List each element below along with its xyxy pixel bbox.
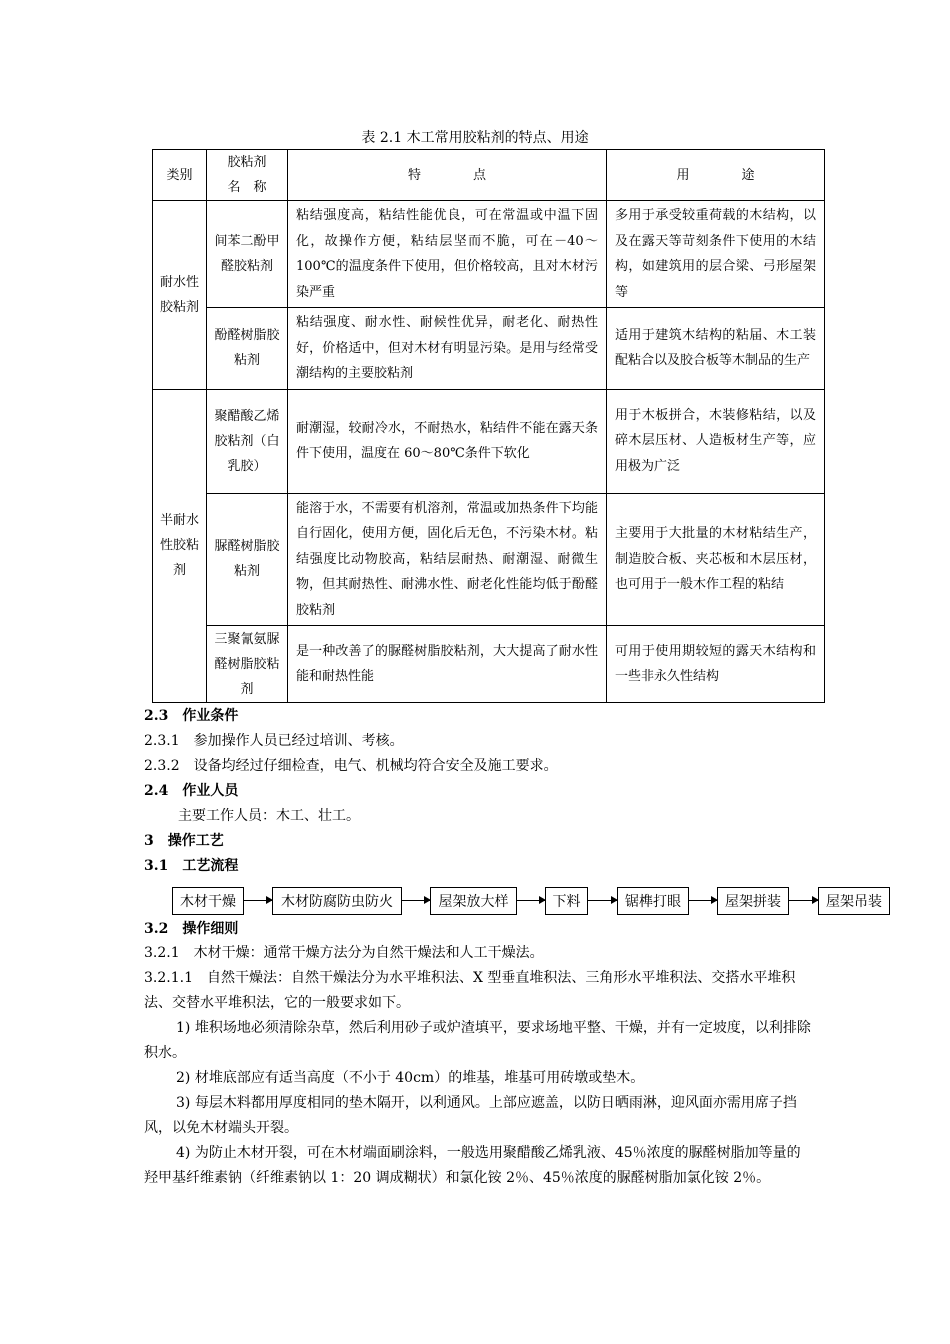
table-row <box>153 493 825 626</box>
heading-3-2: 3.2 操作细则 <box>144 921 239 937</box>
features-cell: 是一种改善了的脲醛树脂胶粘剂，大大提高了耐水性能和耐热性能 <box>288 626 607 703</box>
category-cell: 半耐水性胶粘剂 <box>153 389 207 703</box>
heading-3-1: 3.1 工艺流程 <box>144 858 239 874</box>
adhesive-name-cell: 脲醛树脂胶粘剂 <box>207 493 288 626</box>
adhesive-name-cell: 聚醋酸乙烯胶粘剂（白乳胶） <box>207 389 288 493</box>
table-row <box>153 201 825 308</box>
table-header-row <box>153 150 825 201</box>
requirement-1: 1) 堆积场地必须清除杂草，然后利用砂子或炉渣填平，要求场地平整、干燥，并有一定坡度，以利排除积水。 <box>144 1020 811 1061</box>
usage-cell: 用于木板拼合，木装修粘结，以及碎木层压材、人造板材生产等，应用极为广泛 <box>607 389 825 493</box>
adhesive-name-cell: 酚醛树脂胶粘剂 <box>207 308 288 390</box>
usage-cell: 主要用于大批量的木材粘结生产，制造胶合板、夹芯板和木层压材，也可用于一般木作工程的粘结 <box>607 493 825 626</box>
header-name <box>207 150 288 201</box>
text-2-4: 主要工作人员：木工、壮工。 <box>178 808 360 824</box>
requirement-4: 4) 为防止木材开裂，可在木材端面刷涂料，一般选用聚醋酸乙烯乳液、45％浓度的脲醛树脂加等量的羟甲基纤维素钠（纤维素钠以 1：20 调成糊状）和氯化铵 2％、45％浓度的脲醛树脂加氯化铵 2％。 <box>144 1145 801 1186</box>
features-cell: 耐潮湿，较耐冷水，不耐热水，粘结件不能在露天条件下使用，温度在 60～80℃条件下软化 <box>288 389 607 493</box>
features-cell: 粘结强度高，粘结性能优良，可在常温或中温下固化，故操作方便，粘结层坚而不脆，可在－40～100℃的温度条件下使用，但价格较高，且对木材污染严重 <box>288 201 607 308</box>
features-cell: 粘结强度、耐水性、耐候性优异，耐老化、耐热性好，价格适中，但对木材有明显污染。是用与经常受潮结构的主要胶粘剂 <box>288 308 607 390</box>
header-category: 类别 <box>153 150 207 201</box>
header-name-line2: 名 称 <box>227 180 267 195</box>
flow-step: 屋架吊装 <box>818 887 890 915</box>
requirement-2: 2) 材堆底部应有适当高度（不小于 40cm）的堆基，堆基可用砖墩或垫木。 <box>176 1070 645 1086</box>
flow-step: 锯榫打眼 <box>617 887 689 915</box>
table-row <box>153 308 825 390</box>
flow-arrow <box>789 900 818 901</box>
adhesive-table <box>152 149 825 703</box>
flow-arrow <box>244 900 272 901</box>
usage-cell: 适用于建筑木结构的粘届、木工装配粘合以及胶合板等木制品的生产 <box>607 308 825 390</box>
flow-step: 木材干燥 <box>172 887 244 915</box>
text-2-3-2: 2.3.2 设备均经过仔细检查，电气、机械均符合安全及施工要求。 <box>144 758 558 774</box>
flow-step: 屋架放大样 <box>430 887 517 915</box>
flow-arrow <box>517 900 545 901</box>
adhesive-name-cell: 三聚氰氨脲醛树脂胶粘剂 <box>207 626 288 703</box>
usage-cell: 多用于承受较重荷载的木结构，以及在露天等苛刻条件下使用的木结构，如建筑用的层合梁、弓形屋架等 <box>607 201 825 308</box>
header-name-line1: 胶粘剂 <box>227 155 267 170</box>
text-3-2-1: 3.2.1 木材干燥：通常干燥方法分为自然干燥法和人工干燥法。 <box>144 945 544 961</box>
text-2-3-1: 2.3.1 参加操作人员已经过培训、考核。 <box>144 733 404 749</box>
flow-step: 屋架拼装 <box>717 887 789 915</box>
table-row <box>153 389 825 493</box>
heading-2-4: 2.4 作业人员 <box>144 783 239 799</box>
usage-cell: 可用于使用期较短的露天木结构和一些非永久性结构 <box>607 626 825 703</box>
header-features: 特 点 <box>288 150 607 201</box>
table-row <box>153 626 825 703</box>
flow-arrow <box>588 900 617 901</box>
flow-arrow <box>689 900 717 901</box>
category-cell: 耐水性胶粘剂 <box>153 201 207 390</box>
features-cell: 能溶于水，不需要有机溶剂，常温或加热条件下均能自行固化，使用方便，固化后无色，不污染木材。粘结强度比动物胶高，粘结层耐热、耐潮湿、耐微生物，但其耐热性、耐沸水性、耐老化性能均低于酚醛胶粘剂 <box>288 493 607 626</box>
flow-step: 下料 <box>545 887 588 915</box>
heading-3: 3 操作工艺 <box>144 833 224 849</box>
requirement-3: 3) 每层木料都用厚度相同的垫木隔开，以利通风。上部应遮盖，以防日晒雨淋，迎风面亦需用席子挡风，以免木材端头开裂。 <box>144 1095 797 1136</box>
text-3-2-1-1: 3.2.1.1 自然干燥法：自然干燥法分为水平堆积法、X 型垂直堆积法、三角形水平堆积法、交搭水平堆积法、交替水平堆积法，它的一般要求如下。 <box>144 970 796 1011</box>
heading-2-3: 2.3 作业条件 <box>144 708 239 724</box>
table-caption: 表 2.1 木工常用胶粘剂的特点、用途 <box>361 130 589 146</box>
flow-arrow <box>402 900 430 901</box>
adhesive-name-cell: 间苯二酚甲醛胶粘剂 <box>207 201 288 308</box>
header-usage: 用 途 <box>607 150 825 201</box>
flow-step: 木材防腐防虫防火 <box>272 887 402 915</box>
